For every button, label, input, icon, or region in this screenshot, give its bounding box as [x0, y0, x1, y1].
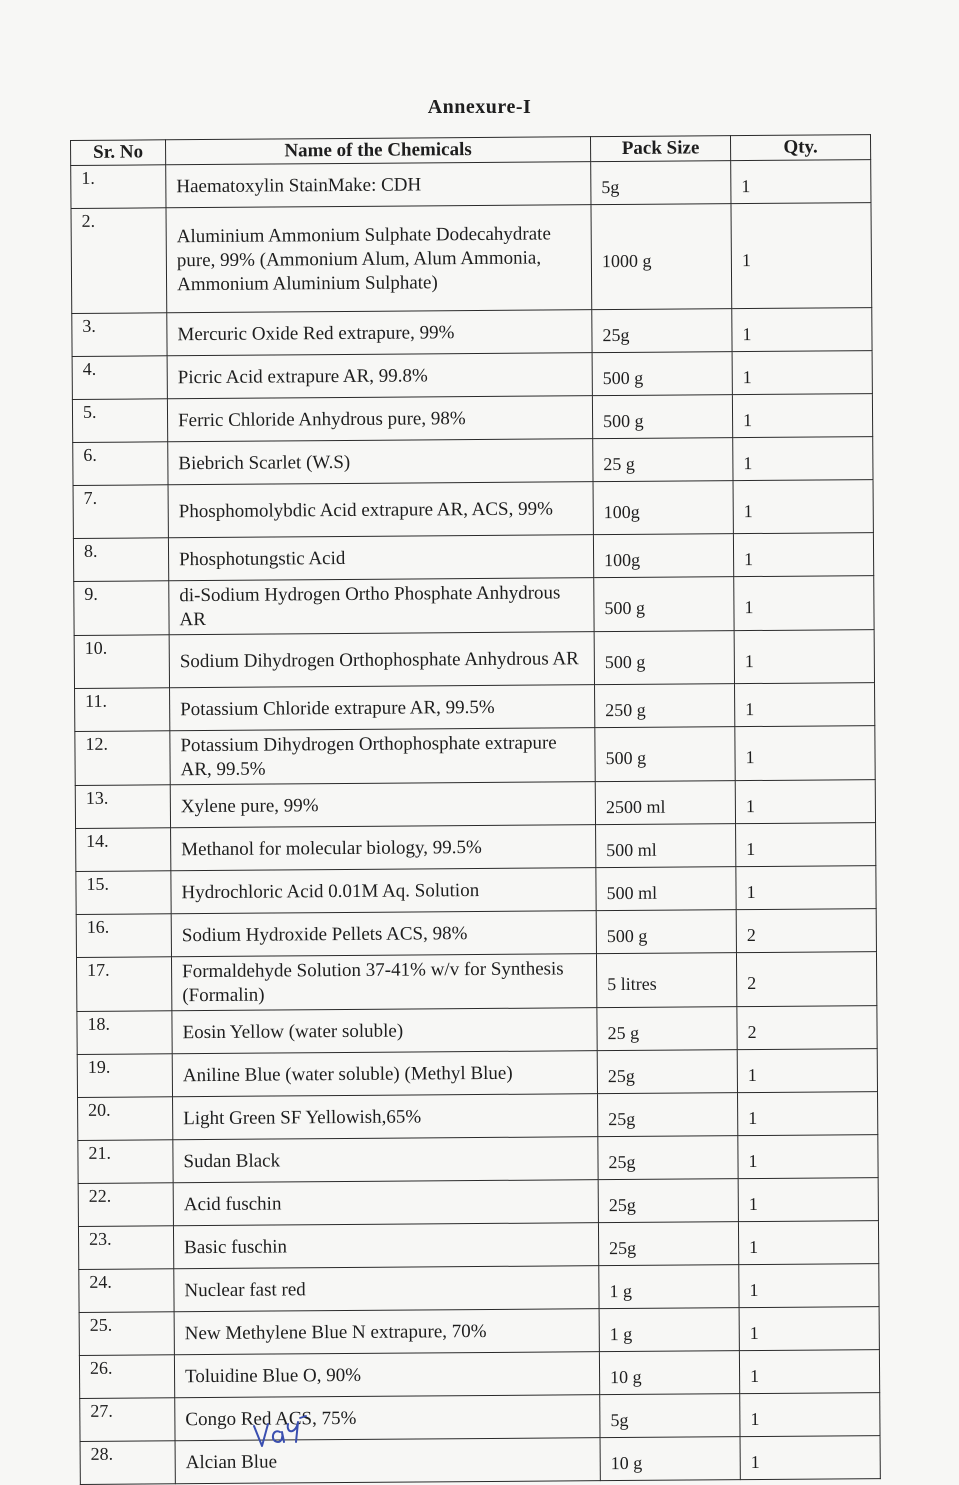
pack-size-cell: 100g	[593, 534, 733, 578]
chemical-name-cell: Picric Acid extrapure AR, 99.8%	[167, 353, 592, 399]
chemical-name-cell: Aniline Blue (water soluble) (Methyl Blue)	[172, 1051, 597, 1097]
header-pack-size: Pack Size	[590, 136, 730, 162]
pack-size-cell: 1 g	[599, 1265, 739, 1309]
pack-size-cell: 500 ml	[596, 867, 736, 911]
pack-size-cell: 2500 ml	[595, 781, 735, 825]
qty-cell: 1	[731, 203, 872, 309]
table-row	[78, 1178, 878, 1227]
table-row	[77, 1049, 877, 1098]
sr-no-cell: 20.	[78, 1097, 173, 1141]
chemical-name-cell: Eosin Yellow (water soluble)	[172, 1008, 597, 1054]
sr-no-cell: 26.	[79, 1355, 174, 1399]
pack-size-cell: 500 g	[594, 577, 734, 632]
table-row	[75, 683, 875, 732]
pack-size-cell: 25g	[598, 1136, 738, 1180]
chemicals-table	[70, 134, 881, 1485]
qty-cell: 1	[732, 351, 872, 395]
header-qty: Qty.	[730, 135, 870, 161]
table-row	[73, 533, 873, 582]
table-row	[79, 1350, 879, 1399]
qty-cell: 1	[735, 683, 875, 727]
chemical-name-cell: Phosphomolybdic Acid extrapure AR, ACS, 99%	[168, 482, 593, 538]
sr-no-cell: 9.	[74, 581, 169, 636]
sr-no-cell: 5.	[72, 399, 167, 443]
chemical-name-cell: Ferric Chloride Anhydrous pure, 98%	[167, 396, 592, 442]
sr-no-cell: 19.	[77, 1054, 172, 1098]
qty-cell: 1	[732, 394, 872, 438]
pack-size-cell: 25g	[598, 1093, 738, 1137]
qty-cell: 1	[739, 1264, 879, 1308]
sr-no-cell: 8.	[73, 538, 168, 582]
table-row	[78, 1221, 878, 1270]
qty-cell: 2	[736, 909, 876, 953]
chemical-name-cell: Basic fuschin	[173, 1223, 598, 1269]
qty-cell: 1	[738, 1221, 878, 1265]
qty-cell: 1	[734, 576, 874, 631]
qty-cell: 1	[733, 480, 873, 534]
qty-cell: 1	[731, 160, 871, 204]
qty-cell: 1	[738, 1178, 878, 1222]
pack-size-cell: 250 g	[595, 684, 735, 728]
table-row	[76, 823, 876, 872]
qty-cell: 1	[732, 308, 872, 352]
table-row	[78, 1092, 878, 1141]
qty-cell: 1	[734, 630, 874, 684]
sr-no-cell: 23.	[78, 1226, 173, 1270]
sr-no-cell: 11.	[75, 688, 170, 732]
document-title: Annexure-I	[427, 96, 532, 118]
table-row	[78, 1135, 878, 1184]
pack-size-cell: 500 g	[592, 395, 732, 439]
chemical-name-cell: Mercuric Oxide Red extrapure, 99%	[167, 310, 592, 356]
pack-size-cell: 25g	[598, 1222, 738, 1266]
sr-no-cell: 14.	[76, 828, 171, 872]
sr-no-cell: 7.	[73, 485, 168, 539]
sr-no-cell: 18.	[77, 1011, 172, 1055]
table-row	[72, 394, 872, 443]
sr-no-cell: 4.	[72, 356, 167, 400]
pack-size-cell: 25 g	[593, 438, 733, 482]
chemical-name-cell: Formaldehyde Solution 37-41% w/v for Synthesis (Formalin)	[171, 954, 596, 1011]
pack-size-cell: 25g	[597, 1050, 737, 1094]
sr-no-cell: 3.	[72, 313, 167, 357]
pack-size-cell: 5g	[600, 1394, 740, 1438]
pack-size-cell: 10 g	[599, 1351, 739, 1395]
chemical-name-cell: di-Sodium Hydrogen Ortho Phosphate Anhydrous AR	[169, 578, 594, 635]
pack-size-cell: 25 g	[597, 1007, 737, 1051]
chemical-name-cell: Light Green SF Yellowish,65%	[173, 1094, 598, 1140]
table-row	[73, 480, 873, 539]
chemical-name-cell: Potassium Chloride extrapure AR, 99.5%	[170, 685, 595, 731]
qty-cell: 1	[740, 1436, 880, 1480]
sr-no-cell: 16.	[76, 914, 171, 958]
table-row	[76, 909, 876, 958]
table-row	[80, 1393, 880, 1442]
qty-cell: 1	[739, 1307, 879, 1351]
qty-cell: 1	[739, 1350, 879, 1394]
qty-cell: 1	[735, 726, 875, 781]
table-row	[75, 726, 875, 786]
header-sr-no: Sr. No	[71, 140, 166, 166]
chemicals-table-wrapper	[70, 134, 880, 1485]
table-row	[71, 203, 872, 314]
sr-no-cell: 25.	[79, 1312, 174, 1356]
table-row	[71, 160, 871, 209]
pack-size-cell: 500 g	[595, 727, 735, 782]
qty-cell: 1	[736, 823, 876, 867]
sr-no-cell: 6.	[73, 442, 168, 486]
chemical-name-cell: Congo Red ACS, 75%	[175, 1395, 600, 1441]
pack-size-cell: 5 litres	[596, 953, 736, 1008]
sr-no-cell: 28.	[80, 1441, 175, 1485]
table-row	[74, 576, 874, 636]
table-row	[77, 1006, 877, 1055]
qty-cell: 1	[737, 1049, 877, 1093]
qty-cell: 1	[740, 1393, 880, 1437]
table-row	[76, 952, 876, 1012]
qty-cell: 1	[738, 1092, 878, 1136]
pack-size-cell: 500 g	[596, 910, 736, 954]
chemical-name-cell: Toluidine Blue O, 90%	[174, 1352, 599, 1398]
pack-size-cell: 500 g	[594, 631, 734, 685]
chemical-name-cell: Acid fuschin	[173, 1180, 598, 1226]
qty-cell: 1	[733, 437, 873, 481]
table-row	[75, 780, 875, 829]
chemical-name-cell: Nuclear fast red	[174, 1266, 599, 1312]
sr-no-cell: 21.	[78, 1140, 173, 1184]
chemical-name-cell: Sudan Black	[173, 1137, 598, 1183]
qty-cell: 1	[736, 866, 876, 910]
pack-size-cell: 10 g	[600, 1437, 740, 1481]
sr-no-cell: 10.	[74, 635, 169, 689]
chemical-name-cell: Potassium Dihydrogen Orthophosphate extrapure AR, 99.5%	[170, 728, 595, 785]
sr-no-cell: 2.	[71, 208, 167, 314]
chemical-name-cell: Hydrochloric Acid 0.01M Aq. Solution	[171, 868, 596, 914]
chemical-name-cell: Phosphotungstic Acid	[168, 535, 593, 581]
table-row	[76, 866, 876, 915]
table-row	[72, 351, 872, 400]
pack-size-cell: 500 ml	[596, 824, 736, 868]
chemical-name-cell: Biebrich Scarlet (W.S)	[168, 439, 593, 485]
pack-size-cell: 25g	[598, 1179, 738, 1223]
table-row	[74, 630, 874, 689]
chemical-name-cell: Xylene pure, 99%	[170, 782, 595, 828]
chemical-name-cell: Sodium Hydroxide Pellets ACS, 98%	[171, 911, 596, 957]
chemical-name-cell: Methanol for molecular biology, 99.5%	[171, 825, 596, 871]
chemical-name-cell: Alcian Blue	[175, 1438, 600, 1484]
qty-cell: 1	[738, 1135, 878, 1179]
chemical-name-cell: Aluminium Ammonium Sulphate Dodecahydrate pure, 99% (Ammonium Alum, Alum Ammonia, Ammonium Aluminium Sulphate)	[166, 205, 592, 313]
handwritten-signature	[250, 1412, 310, 1452]
pack-size-cell: 1000 g	[591, 204, 732, 310]
chemical-name-cell: Sodium Dihydrogen Orthophosphate Anhydrous AR	[169, 632, 594, 688]
table-row	[80, 1436, 880, 1485]
sr-no-cell: 17.	[76, 957, 171, 1012]
qty-cell: 2	[737, 1006, 877, 1050]
sr-no-cell: 22.	[78, 1183, 173, 1227]
pack-size-cell: 500 g	[592, 352, 732, 396]
chemical-name-cell: Haematoxylin StainMake: CDH	[166, 162, 591, 208]
sr-no-cell: 12.	[75, 731, 170, 786]
qty-cell: 1	[735, 780, 875, 824]
qty-cell: 2	[736, 952, 876, 1007]
table-row	[72, 308, 872, 357]
sr-no-cell: 13.	[75, 785, 170, 829]
sr-no-cell: 27.	[80, 1398, 175, 1442]
chemical-name-cell: New Methylene Blue N extrapure, 70%	[174, 1309, 599, 1355]
sr-no-cell: 15.	[76, 871, 171, 915]
pack-size-cell: 1 g	[599, 1308, 739, 1352]
pack-size-cell: 5g	[591, 161, 731, 205]
table-row	[79, 1264, 879, 1313]
pack-size-cell: 25g	[592, 309, 732, 353]
header-chemical-name: Name of the Chemicals	[166, 137, 591, 165]
pack-size-cell: 100g	[593, 481, 733, 535]
table-row	[79, 1307, 879, 1356]
sr-no-cell: 24.	[79, 1269, 174, 1313]
table-row	[73, 437, 873, 486]
qty-cell: 1	[733, 533, 873, 577]
sr-no-cell: 1.	[71, 165, 166, 209]
